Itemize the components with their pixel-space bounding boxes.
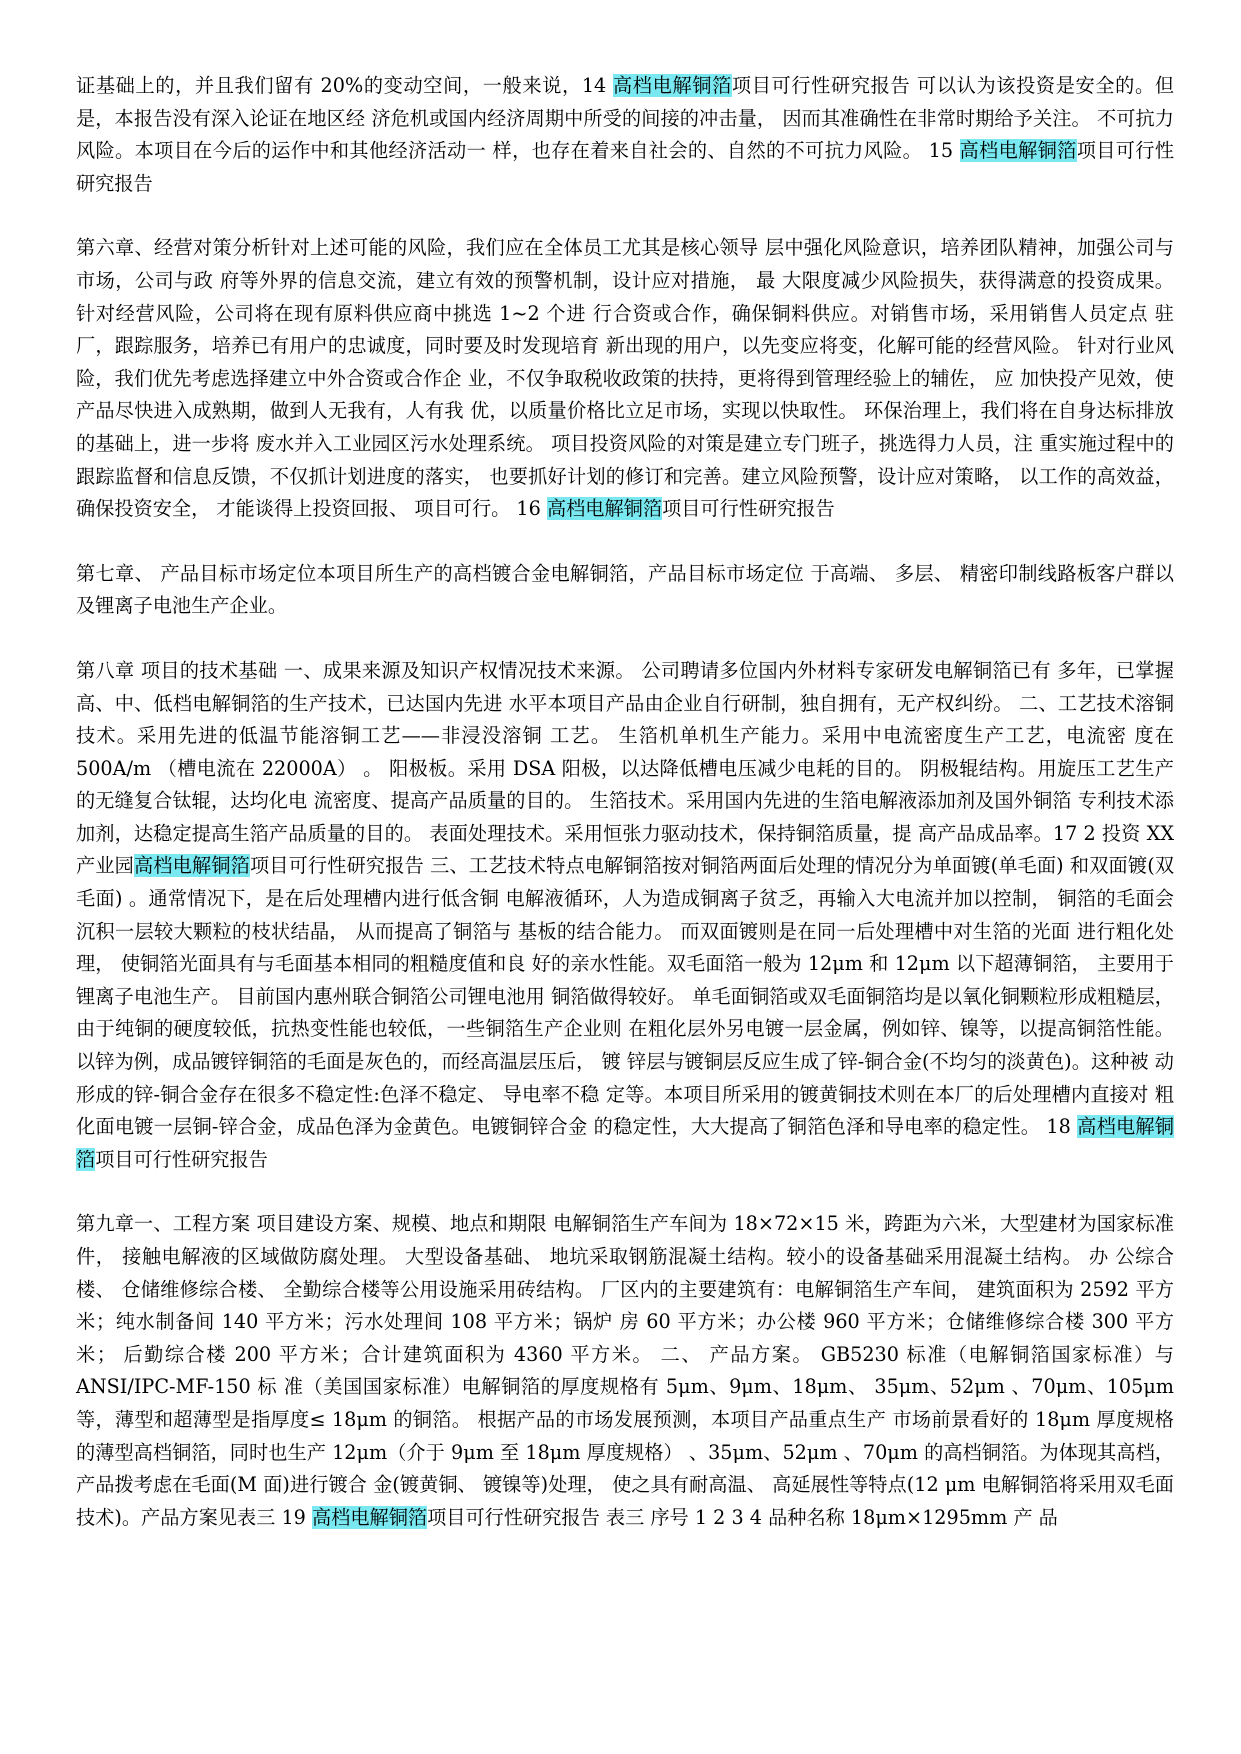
highlighted-keyword: 高档电解铜箔 <box>76 1115 1174 1171</box>
highlighted-keyword: 高档电解铜箔 <box>612 74 732 97</box>
paragraph <box>76 1208 1174 1534</box>
paragraph-text: 项目可行性研究报告 表三 序号 1 2 3 4 品种名称 18μm×1295mm 产 品 <box>427 1505 1058 1529</box>
paragraph-text: 项目可行性研究报告 <box>662 497 835 521</box>
paragraph-text: 项目可行性研究报告 三、工艺技术特点电解铜箔按对铜箔两面后处理的情况分为单面镀(单毛面) 和双面镀(双毛面) 。通常情况下，是在后处理槽内进行低含铜 电解液循环，人为造成铜离子贫乏，再输入大电流并加以控制， 铜箔的毛面会沉积一层较大颗粒的枝状结晶， 从而提高了铜箔与 基板的结合能力。 而双面镀则是在同一后处理槽中对生箔的光面 进行粗化处理， 使铜箔光面具有与毛面基本相同的粗糙度值和良 好的亲水性能。双毛面箔一般为 12μm 和 12μm 以下超薄铜箔， 主要用于锂离子电池生产。 目前国内惠州联合铜箔公司锂电池用 铜箔做得较好。 单毛面铜箔或双毛面铜箔均是以氧化铜颗粒形成粗糙层， 由于纯铜的硬度较低，抗热变性能也较低，一些铜箔生产企业则 在粗化层外另电镀一层金属，例如锌、镍等，以提高铜箔性能。 以锌为例，成品镀锌铜箔的毛面是灰色的，而经高温层压后， 镀 锌层与镀铜层反应生成了锌-铜合金(不均匀的淡黄色)。这种被 动形成的锌-铜合金存在很多不稳定性:色泽不稳定、 导电率不稳 定等。本项目所采用的镀黄铜技术则在本厂的后处理槽内直接对 粗化面电镀一层铜-锌合金，成品色泽为金黄色。电镀铜锌合金 的稳定性，大大提高了铜箔色泽和导电率的稳定性。 18 <box>76 854 1175 1139</box>
paragraph-text: 证基础上的，并且我们留有 20%的变动空间，一般来说，14 <box>76 74 613 97</box>
paragraph-text: 项目可行性研究报告 <box>76 139 1175 195</box>
paragraph <box>76 655 1174 1177</box>
paragraph-text: 第七章、 产品目标市场定位本项目所生产的高档镀合金电解铜箔，产品目标市场定位 于高端、 多层、 精密印制线路板客户群以及锂离子电池生产企业。 <box>76 561 1174 618</box>
highlighted-keyword: 高档电解铜箔 <box>311 1505 428 1529</box>
paragraph <box>76 70 1174 200</box>
paragraph-text: 项目可行性研究报告 可以认为该投资是安全的。但是，本报告没有深入论证在地区经 济危机或国内经济周期中所受的间接的冲击量， 因而其准确性在非常时期给予关注。 不可抗力风险。本项目在今后的运作中和其他经济活动一 样，也存在着来自社会的、自然的不可抗力风险。 15 <box>76 74 1175 163</box>
paragraph-text: 第八章 项目的技术基础 一、成果来源及知识产权情况技术来源。 公司聘请多位国内外材料专家研发电解铜箔已有 多年，已掌握高、中、低档电解铜箔的生产技术，已达国内先进 水平本项目产品由企业自行研制，独自拥有，无产权纠纷。 二、工艺技术溶铜技术。采用先进的低温节能溶铜工艺——非浸没溶铜 工艺。 生箔机单机生产能力。采用中电流密度生产工艺，电流密 度在 500A/m （槽电流在 22000A） 。 阳极板。采用 DSA 阳极，以达降低槽电压减少电耗的目的。 阴极辊结构。用旋压工艺生产的无缝复合钛辊，达均化电 流密度、提高产品质量的目的。 生箔技术。采用国内先进的生箔电解液添加剂及国外铜箔 专利技术添加剂，达稳定提高生箔产品质量的目的。 表面处理技术。采用恒张力驱动技术，保持铜箔质量，提 高产品成品率。17 2 投资 XX 产业园 <box>76 658 1174 878</box>
highlighted-keyword: 高档电解铜箔 <box>959 139 1077 163</box>
paragraph-text: 项目可行性研究报告 <box>95 1147 268 1171</box>
paragraph <box>76 558 1174 623</box>
paragraph <box>76 232 1174 525</box>
highlighted-keyword: 高档电解铜箔 <box>546 497 663 521</box>
highlighted-keyword: 高档电解铜箔 <box>133 854 250 878</box>
document-page <box>76 70 1174 1566</box>
paragraph-text: 第九章一、工程方案 项目建设方案、规模、地点和期限 电解铜箔生产车间为 18×72×15 米，跨距为六米，大型建材为国家标准件， 接触电解液的区域做防腐处理。 大型设备基础、 地坑采取钢筋混凝土结构。较小的设备基础采用混凝土结构。 办 公综合楼、 仓储维修综合楼、 全勤综合楼等公用设施采用砖结构。 厂区内的主要建筑有：电解铜箔生产车间， 建筑面积为 2592 平方米；纯水制备间 140 平方米；污水处理间 108 平方米；锅炉 房 60 平方米；办公楼 960 平方米；仓储维修综合楼 300 平方米； 后勤综合楼 200 平方米；合计建筑面积为 4360 平方米。 二、 产品方案。 GB5230 标准（电解铜箔国家标准）与 ANSI/IPC-MF-150 标 准（美国国家标准）电解铜箔的厚度规格有 5μm、9μm、18μm、 35μm、52μm 、70μm、105μm 等，薄型和超薄型是指厚度≤ 18μm 的铜箔。 根据产品的市场发展预测，本项目产品重点生产 市场前景看好的 18μm 厚度规格的薄型高档铜箔，同时也生产 12μm（介于 9μm 至 18μm 厚度规格） 、35μm、52μm 、70μm 的高档铜箔。为体现其高档，产品拨考虑在毛面(M 面)进行镀合 金(镀黄铜、 镀镍等)处理， 使之具有耐高温、 高延展性等特点(12 μm 电解铜箔将采用双毛面技术)。产品方案见表三 19 <box>76 1212 1174 1529</box>
paragraph-text: 第六章、经营对策分析针对上述可能的风险，我们应在全体员工尤其是核心领导 层中强化风险意识，培养团队精神，加强公司与市场，公司与政 府等外界的信息交流，建立有效的预警机制，设计应对措施， 最 大限度减少风险损失，获得满意的投资成果。 针对经营风险，公司将在现有原料供应商中挑选 1~2 个进 行合资或合作，确保铜料供应。对销售市场，采用销售人员定点 驻厂，跟踪服务，培养已有用户的忠诚度，同时要及时发现培育 新出现的用户，以先变应将变，化解可能的经营风险。 针对行业风险，我们优先考虑选择建立中外合资或合作企 业，不仅争取税收政策的扶持，更将得到管理经验上的辅佐， 应 加快投产见效，使产品尽快进入成熟期，做到人无我有，人有我 优，以质量价格比立足市场，实现以快取性。 环保治理上，我们将在自身达标排放的基础上，进一步将 废水并入工业园区污水处理系统。 项目投资风险的对策是建立专门班子，挑选得力人员，注 重实施过程中的跟踪监督和信息反馈，不仅抓计划进度的落实， 也要抓好计划的修订和完善。建立风险预警，设计应对策略， 以工作的高效益， 确保投资安全， 才能谈得上投资回报、 项目可行。 16 <box>76 236 1174 521</box>
